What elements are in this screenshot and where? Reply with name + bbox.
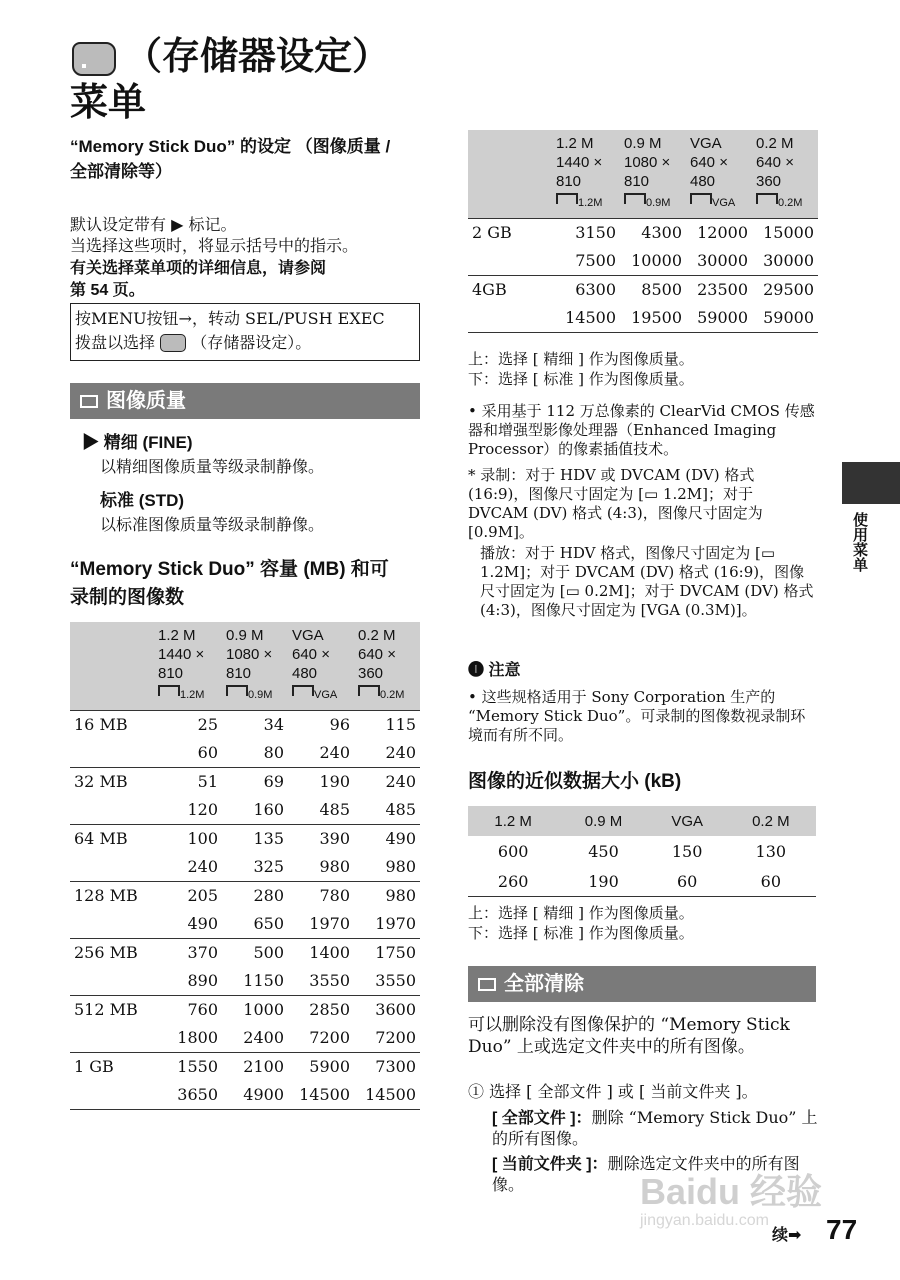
instruction-line2-b: （存储器设定）。 — [191, 333, 312, 352]
kb-header: VGA — [649, 806, 726, 836]
continue-label: 续 — [772, 1225, 789, 1244]
table-row — [70, 1024, 420, 1053]
watermark-logo: Baidu 经验 — [640, 1171, 823, 1212]
intro-line1: 默认设定带有 ▶ 标记。 — [70, 215, 237, 234]
all-files-desc: 删除 “Memory Stick Duo” 上的所有图像。 — [492, 1108, 818, 1148]
capacity-label: 16 MB — [70, 710, 154, 739]
intro-line2: 当选择这些项时，将显示括号中的指示。 — [70, 236, 359, 255]
section-quality-title: 图像质量 — [106, 388, 186, 412]
section-bar-quality — [70, 383, 420, 419]
size-header-text: 640 × — [358, 646, 396, 663]
kb-header: 0.9 M — [558, 806, 648, 836]
kb-cell: 190 — [558, 866, 648, 897]
capacity-label: 256 MB — [70, 938, 154, 967]
legend-top: 上：选择 [ 精细 ] 作为图像质量。 — [468, 350, 694, 368]
capacity-label: 2 GB — [468, 218, 552, 247]
size-header-text: 360 — [358, 665, 384, 682]
image-size-icon: 0.9M — [624, 193, 670, 213]
table-row — [70, 1052, 420, 1081]
empty-cell — [70, 967, 154, 996]
size-header-text: 0.2 M — [756, 135, 794, 152]
count-std: 240 — [187, 857, 218, 876]
count-std: 120 — [187, 800, 218, 819]
legend-top-2: 上：选择 [ 精细 ] 作为图像质量。 — [468, 904, 694, 922]
instruction-line2 — [75, 331, 415, 355]
count-std: 59000 — [686, 304, 752, 333]
table-row — [468, 304, 818, 333]
count-fine: 34 — [222, 710, 288, 739]
image-size-icon: 0.9M — [226, 685, 272, 705]
bullet-clearvid: • 采用基于 112 万总像素的 ClearVid CMOS 传感器和增强型影像处理器（Enhanced Imaging Processor）的像素插值技术。 — [468, 402, 815, 458]
capacity-label: 1 GB — [70, 1052, 154, 1081]
size-header — [154, 622, 222, 710]
count-fine: 8500 — [620, 275, 686, 304]
count-std: 2400 — [243, 1028, 284, 1047]
subhead-line2: 全部清除等） — [70, 162, 172, 181]
empty-cell — [468, 247, 552, 276]
kb-cell: 260 — [468, 866, 558, 897]
kb-table — [468, 806, 816, 897]
count-std: 1800 — [177, 1028, 218, 1047]
kb-cell: 130 — [755, 841, 787, 861]
table-row — [70, 881, 420, 910]
std-label: 标准 (STD) — [100, 491, 185, 510]
table-row — [70, 938, 420, 967]
count-std: 19500 — [620, 304, 686, 333]
empty-cell — [70, 853, 154, 882]
count-std: 3550 — [309, 971, 350, 990]
empty-cell — [468, 304, 552, 333]
size-header-text: 1080 × — [226, 646, 273, 663]
count-std: 1970 — [375, 914, 416, 933]
count-std: 240 — [385, 743, 416, 762]
count-std: 30000 — [697, 251, 748, 270]
table-row — [70, 796, 420, 825]
count-std: 80 — [263, 743, 284, 762]
count-std: 14500 — [354, 1081, 420, 1110]
subhead-line1: “Memory Stick Duo” 的设定 （图像质量 / — [70, 137, 391, 156]
clear-desc: 可以删除没有图像保护的 “Memory Stick Duo” 上或选定文件夹中的所有图像。 — [468, 1015, 790, 1057]
count-fine: 390 — [288, 824, 354, 853]
table-row — [468, 218, 818, 247]
count-fine: 980 — [354, 881, 420, 910]
memory-stick-icon — [72, 42, 116, 76]
count-fine: 500 — [222, 938, 288, 967]
count-fine: 490 — [354, 824, 420, 853]
count-std: 485 — [385, 800, 416, 819]
section-bar-clear — [468, 966, 816, 1002]
count-fine: 25 — [154, 710, 222, 739]
count-fine: 2100 — [222, 1052, 288, 1081]
intro-bold-line2: 第 54 页。 — [70, 282, 145, 299]
kb-cell: 60 — [649, 866, 726, 897]
table-row — [70, 995, 420, 1024]
size-header-text: 0.9 M — [226, 627, 264, 644]
count-fine: 51 — [154, 767, 222, 796]
count-fine: 3600 — [354, 995, 420, 1024]
star-note-playback: 播放：对于 HDV 格式，图像尺寸固定为 [▭ 1.2M]；对于 DVCAM (DV) 格式 (16:9)，图像尺寸固定为 [▭ 0.2M]；对于 DVCAM (DV) 格式 (4:3)，图像尺寸固定为 [VGA (0.3M)]。 — [480, 544, 814, 619]
capacity-label: 64 MB — [70, 824, 154, 853]
count-fine: 23500 — [686, 275, 752, 304]
count-fine: 4300 — [620, 218, 686, 247]
count-std: 7500 — [575, 251, 616, 270]
size-header-text: 1440 × — [158, 646, 205, 663]
size-header-text: 640 × — [690, 154, 728, 171]
current-folder-desc: 删除选定文件夹中的所有图像。 — [492, 1154, 800, 1194]
count-std: 30000 — [763, 251, 814, 270]
table-row — [70, 1081, 420, 1110]
header-empty — [70, 622, 154, 710]
count-std: 14500 — [288, 1081, 354, 1110]
count-fine: 370 — [154, 938, 222, 967]
count-std: 7200 — [309, 1028, 350, 1047]
instruction-box — [70, 303, 420, 361]
size-header-text: VGA — [292, 627, 324, 644]
count-std: 490 — [187, 914, 218, 933]
count-fine: 1000 — [222, 995, 288, 1024]
count-std: 650 — [253, 914, 284, 933]
header-empty — [468, 130, 552, 218]
current-folder-label: [ 当前文件夹 ]： — [492, 1156, 608, 1173]
side-tab-label: 使用菜单 — [851, 512, 869, 572]
step-1: ① 选择 [ 全部文件 ] 或 [ 当前文件夹 ]。 — [468, 1082, 758, 1101]
capacity-label: 4GB — [468, 275, 552, 304]
all-files-label: [ 全部文件 ]： — [492, 1110, 592, 1127]
capacity-table-continued — [468, 130, 818, 333]
notice-heading — [468, 660, 520, 682]
all-files-item — [492, 1108, 818, 1149]
capacity-label: 32 MB — [70, 767, 154, 796]
count-std: 10000 — [631, 251, 682, 270]
page-title-line1: （存储器设定） — [124, 34, 391, 78]
table-row — [70, 910, 420, 939]
legend-bottom-2: 下：选择 [ 标准 ] 作为图像质量。 — [468, 924, 694, 942]
table-row — [70, 853, 420, 882]
size-header-text: 810 — [226, 665, 252, 682]
delete-icon — [478, 978, 496, 991]
size-header-text: 1.2 M — [556, 135, 594, 152]
kb-cell: 150 — [671, 841, 703, 861]
size-header — [620, 130, 686, 218]
empty-cell — [70, 1081, 154, 1110]
std-desc: 以标准图像质量等级录制静像。 — [100, 515, 325, 534]
count-std: 3650 — [154, 1081, 222, 1110]
count-fine: 115 — [354, 710, 420, 739]
empty-cell — [70, 1024, 154, 1053]
capacity-label: 128 MB — [70, 881, 154, 910]
count-fine: 760 — [154, 995, 222, 1024]
size-header — [686, 130, 752, 218]
count-std: 7200 — [375, 1028, 416, 1047]
count-fine: 69 — [222, 767, 288, 796]
capacity-heading-line2: 录制的图像数 — [70, 587, 185, 608]
size-header-text: 480 — [690, 173, 716, 190]
table-row — [70, 824, 420, 853]
instruction-line1: 按MENU按钮→，转动 SEL/PUSH EXEC — [75, 309, 385, 328]
count-fine: 15000 — [752, 218, 818, 247]
kb-cell: 60 — [726, 866, 816, 897]
size-header — [222, 622, 288, 710]
table-row — [468, 247, 818, 276]
kb-header: 0.2 M — [726, 806, 816, 836]
size-header-text: 360 — [756, 173, 782, 190]
size-header-text: 810 — [158, 665, 184, 682]
quality-icon — [80, 395, 98, 408]
count-fine: 96 — [288, 710, 354, 739]
page-title-line2: 菜单 — [70, 80, 147, 124]
count-std: 980 — [319, 857, 350, 876]
empty-cell — [70, 796, 154, 825]
count-fine: 280 — [222, 881, 288, 910]
table-row — [468, 275, 818, 304]
size-header-text: 810 — [556, 173, 582, 190]
capacity-label: 512 MB — [70, 995, 154, 1024]
count-fine: 29500 — [752, 275, 818, 304]
image-size-icon: 0.2M — [756, 193, 802, 213]
size-header-text: 1080 × — [624, 154, 671, 171]
size-header — [354, 622, 420, 710]
count-fine: 240 — [354, 767, 420, 796]
count-std: 60 — [197, 743, 218, 762]
count-fine: 205 — [154, 881, 222, 910]
image-size-icon: 1.2M — [556, 193, 602, 213]
notice-title: 注意 — [488, 662, 521, 679]
image-size-icon: 1.2M — [158, 685, 204, 705]
count-fine: 7300 — [354, 1052, 420, 1081]
table-row — [70, 710, 420, 739]
count-std: 325 — [253, 857, 284, 876]
fine-label: ▶ 精细 (FINE) — [82, 433, 193, 452]
star-note-recording: * 录制：对于 HDV 或 DVCAM (DV) 格式 (16:9)，图像尺寸固定为 [▭ 1.2M]；对于 DVCAM (DV) 格式 (4:3)，图像尺寸固定为 [0.9M]。 — [468, 466, 763, 541]
arrow-right-icon: ➡ — [788, 1225, 802, 1244]
count-fine: 100 — [154, 824, 222, 853]
count-fine: 5900 — [288, 1052, 354, 1081]
size-header-text: 0.9 M — [624, 135, 662, 152]
count-std: 890 — [187, 971, 218, 990]
table-row — [70, 739, 420, 768]
size-header-text: 1.2 M — [158, 627, 196, 644]
size-header — [752, 130, 818, 218]
count-std: 980 — [385, 857, 416, 876]
empty-cell — [70, 739, 154, 768]
count-fine: 1550 — [154, 1052, 222, 1081]
count-fine: 135 — [222, 824, 288, 853]
count-std: 59000 — [752, 304, 818, 333]
page-number: 77 — [826, 1214, 858, 1245]
capacity-table — [70, 622, 420, 1110]
size-header-text: 0.2 M — [358, 627, 396, 644]
count-fine: 3150 — [552, 218, 620, 247]
image-size-icon: VGA — [690, 193, 735, 213]
count-std: 4900 — [222, 1081, 288, 1110]
memory-stick-icon — [160, 334, 186, 352]
count-std: 1150 — [243, 971, 284, 990]
count-std: 240 — [319, 743, 350, 762]
size-header-text: 1440 × — [556, 154, 603, 171]
notice-text: • 这些规格适用于 Sony Corporation 生产的 “Memory Stick Duo”。可录制的图像数视录制环境而有所不同。 — [468, 688, 806, 744]
size-header — [552, 130, 620, 218]
count-std: 14500 — [552, 304, 620, 333]
section-clear-title: 全部清除 — [504, 971, 584, 995]
count-fine: 190 — [288, 767, 354, 796]
count-fine: 1750 — [354, 938, 420, 967]
count-fine: 1400 — [288, 938, 354, 967]
intro-bold-line1: 有关选择菜单项的详细信息，请参阅 — [70, 260, 327, 277]
count-fine: 6300 — [552, 275, 620, 304]
fine-desc: 以精细图像质量等级录制静像。 — [100, 457, 325, 476]
legend-bottom: 下：选择 [ 标准 ] 作为图像质量。 — [468, 370, 694, 388]
count-std: 1970 — [309, 914, 350, 933]
count-std: 485 — [319, 800, 350, 819]
count-std: 3550 — [375, 971, 416, 990]
kb-cell: 450 — [588, 841, 619, 861]
size-header-text: 810 — [624, 173, 650, 190]
size-header — [288, 622, 354, 710]
kb-heading: 图像的近似数据大小 (kB) — [468, 771, 682, 792]
count-fine: 2850 — [288, 995, 354, 1024]
notice-icon: ❶ — [468, 662, 485, 679]
side-tab-marker — [842, 462, 900, 504]
capacity-heading-line1: “Memory Stick Duo” 容量 (MB) 和可 — [70, 559, 389, 580]
kb-header: 1.2 M — [468, 806, 558, 836]
size-header-text: 640 × — [756, 154, 794, 171]
image-size-icon: VGA — [292, 685, 337, 705]
instruction-line2-a: 拨盘以选择 — [75, 333, 156, 352]
table-row — [70, 967, 420, 996]
count-fine: 12000 — [686, 218, 752, 247]
size-header-text: VGA — [690, 135, 722, 152]
size-header-text: 640 × — [292, 646, 330, 663]
kb-cell: 600 — [497, 841, 529, 861]
image-size-icon: 0.2M — [358, 685, 404, 705]
table-row — [70, 767, 420, 796]
empty-cell — [70, 910, 154, 939]
size-header-text: 480 — [292, 665, 318, 682]
watermark-url: jingyan.baidu.com — [640, 1212, 769, 1229]
count-std: 160 — [253, 800, 284, 819]
continue-indicator — [772, 1222, 801, 1245]
count-fine: 780 — [288, 881, 354, 910]
